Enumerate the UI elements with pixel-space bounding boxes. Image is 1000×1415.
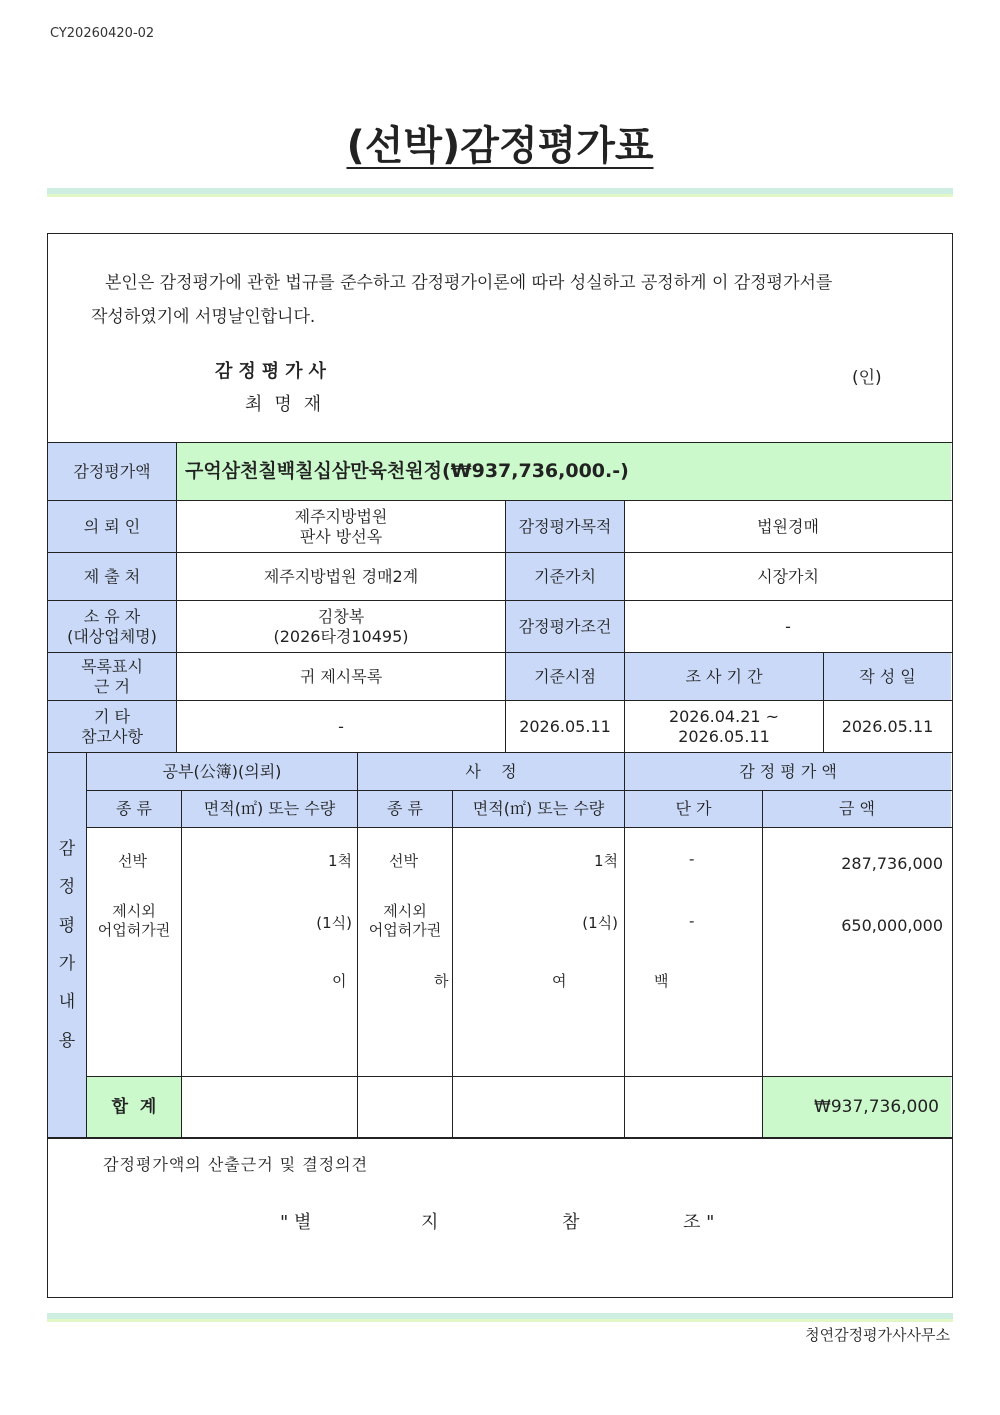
bottom-divider-band bbox=[47, 1313, 953, 1322]
write-date-value: 2026.05.11 bbox=[841, 716, 934, 736]
amount-label: 감정평가액 bbox=[48, 443, 176, 500]
amount-value: 구억삼천칠백칠십삼만육천원정(₩937,736,000.-) bbox=[177, 443, 951, 500]
document-number: CY20260420-02 bbox=[50, 26, 155, 41]
top-divider-band bbox=[47, 188, 953, 197]
col-kind: 종 류 bbox=[87, 791, 181, 827]
opinion-label: 감정평가액의 산출근거 및 결정의견 bbox=[103, 1155, 369, 1174]
declaration-line-2: 작성하였기에 서명날인합니다. bbox=[91, 307, 316, 327]
row1-kind: 선박 bbox=[118, 852, 147, 870]
ref-word-3: 참 bbox=[562, 1212, 580, 1233]
detail-side-label: 감 정 평 가 내 용 bbox=[48, 753, 86, 1137]
col-kind-2: 종 류 bbox=[358, 791, 452, 827]
list-basis-value: 귀 제시목록 bbox=[299, 666, 383, 686]
below-mark-1: 이 bbox=[332, 972, 347, 990]
appraiser-name: 최명재 bbox=[245, 394, 334, 415]
base-date-label: 기준시점 bbox=[506, 653, 624, 700]
row2-qty-2: (1식) bbox=[582, 914, 618, 932]
other-value: - bbox=[338, 716, 344, 736]
purpose-label: 감정평가목적 bbox=[506, 501, 624, 552]
write-date-label: 작 성 일 bbox=[824, 653, 951, 700]
declaration-line-1: 본인은 감정평가에 관한 법규를 준수하고 감정평가이론에 따라 성실하고 공정하게 이 감정평가서를 bbox=[105, 273, 833, 293]
below-mark-4: 백 bbox=[654, 972, 669, 990]
client-label: 의 뢰 인 bbox=[48, 501, 176, 552]
total-value: ₩937,736,000 bbox=[763, 1077, 951, 1137]
row2-kind-2: 제시외 어업허가권 bbox=[368, 902, 442, 939]
row1-amount: 287,736,000 bbox=[841, 854, 943, 873]
row2-qty: (1식) bbox=[316, 914, 352, 932]
row1-qty: 1척 bbox=[327, 852, 352, 870]
basis-value: 시장가치 bbox=[757, 566, 819, 586]
row1-kind-2: 선박 bbox=[389, 852, 418, 870]
row1-unit: - bbox=[689, 850, 695, 868]
owner-value: 김창복 (2026타경10495) bbox=[273, 607, 409, 646]
total-label: 합 계 bbox=[87, 1077, 181, 1137]
list-basis-label: 목록표시 근 거 bbox=[48, 653, 176, 700]
below-mark-2: 하 bbox=[434, 972, 449, 990]
condition-value: - bbox=[785, 616, 791, 636]
row1-qty-2: 1척 bbox=[593, 852, 618, 870]
row2-kind: 제시외 어업허가권 bbox=[97, 902, 171, 939]
col-area-2: 면적(㎡) 또는 수량 bbox=[453, 791, 624, 827]
owner-label: 소 유 자 (대상업체명) bbox=[48, 601, 176, 652]
col-area: 면적(㎡) 또는 수량 bbox=[182, 791, 357, 827]
ref-word-4: 조 " bbox=[683, 1212, 715, 1233]
row2-amount: 650,000,000 bbox=[841, 916, 943, 935]
header-fact: 사 정 bbox=[358, 753, 624, 790]
ref-word-2: 지 bbox=[421, 1212, 439, 1233]
purpose-value: 법원경매 bbox=[757, 516, 819, 536]
client-value: 제주지방법원 판사 방선옥 bbox=[294, 507, 388, 546]
seal-mark: (인) bbox=[852, 368, 882, 388]
basis-label: 기준가치 bbox=[506, 553, 624, 600]
col-amount: 금 액 bbox=[763, 791, 951, 827]
submit-label: 제 출 처 bbox=[48, 553, 176, 600]
col-unit-price: 단 가 bbox=[625, 791, 762, 827]
page-title: (선박)감정평가표 bbox=[346, 123, 654, 169]
submit-value: 제주지방법원 경매2계 bbox=[263, 566, 419, 586]
below-mark-3: 여 bbox=[552, 972, 567, 990]
appraiser-title: 감정평가사 bbox=[215, 361, 332, 382]
header-appraised-amount: 감 정 평 가 액 bbox=[625, 753, 951, 790]
survey-period-label: 조 사 기 간 bbox=[625, 653, 823, 700]
office-name: 청연감정평가사사무소 bbox=[805, 1326, 950, 1344]
header-public-record: 공부(公簿)(의뢰) bbox=[87, 753, 357, 790]
other-label: 기 타 참고사항 bbox=[48, 701, 176, 752]
survey-period-value: 2026.04.21 ~ 2026.05.11 bbox=[668, 707, 780, 746]
condition-label: 감정평가조건 bbox=[506, 601, 624, 652]
base-date-value: 2026.05.11 bbox=[519, 716, 611, 736]
ref-word-1: " 별 bbox=[280, 1212, 312, 1233]
row2-unit: - bbox=[689, 912, 695, 930]
